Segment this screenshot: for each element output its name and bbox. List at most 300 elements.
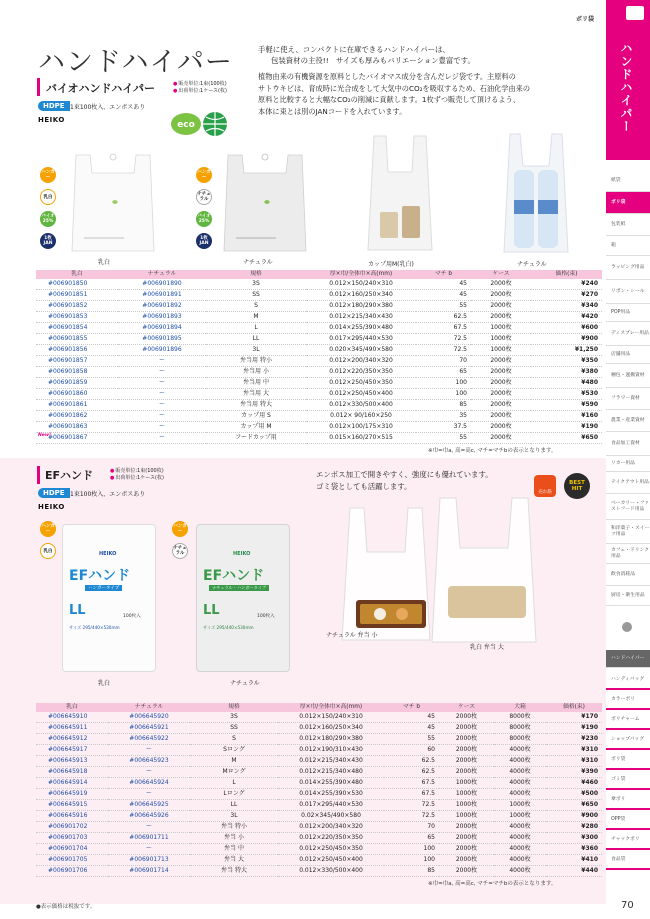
table-cell: 0.012×150/240×310 <box>278 712 384 723</box>
table-cell: 0.012×220/350×350 <box>278 833 384 844</box>
table-cell: ¥650 <box>531 433 602 444</box>
table-cell: #006901863 <box>36 422 118 433</box>
section-marker <box>37 78 40 96</box>
table-cell: 45 <box>384 723 439 734</box>
table-row <box>36 822 602 833</box>
table-cell: 4000枚 <box>494 778 546 789</box>
table-row <box>36 734 602 745</box>
milky-badge: 乳白 <box>40 189 56 205</box>
table-cell: L <box>190 778 278 789</box>
table-cell: 1000枚 <box>439 800 494 811</box>
table-cell: 0.012×250/450×400 <box>306 389 416 400</box>
table-cell: ー <box>108 789 190 800</box>
column-header: マチ b <box>416 270 471 279</box>
best-hit-ribbon <box>564 473 590 499</box>
table-cell: 2000枚 <box>439 745 494 756</box>
sidebar-item[interactable]: 厨房・衛生用品 <box>606 586 650 606</box>
table-cell: 0.014×255/390×530 <box>278 789 384 800</box>
hanger-badge: ハンガー <box>40 521 56 537</box>
bio-description <box>258 71 530 117</box>
bag-size: サイズ 295/440×530mm <box>69 625 120 630</box>
sidebar-item[interactable]: ラッピング用品 <box>606 256 650 280</box>
table-row <box>36 778 602 789</box>
table-cell: 37.5 <box>416 422 471 433</box>
table-cell: ー <box>118 400 206 411</box>
table-cell: 0.012×180/290×380 <box>278 734 384 745</box>
sidebar-item[interactable]: 梱包・運搬資材 <box>606 364 650 388</box>
sidebar-sub-item[interactable]: ハンドハイパー <box>606 650 650 668</box>
table-row <box>36 723 602 734</box>
table-cell: 4000枚 <box>494 767 546 778</box>
desc-line: 植物由来の有機資源を原料としたバイオマス成分を含んだレジ袋です。主原料の <box>258 72 516 81</box>
table-cell: #006645914 <box>36 778 108 789</box>
table-cell: 弁当用 大 <box>206 389 306 400</box>
column-header: 価格(束) <box>531 270 602 279</box>
bag-count: 100枚入 <box>257 614 275 619</box>
table-cell: #006645920 <box>108 712 190 723</box>
table-row <box>36 290 602 301</box>
table-cell: ¥650 <box>546 800 602 811</box>
ribbon-label: 売れ筋 <box>538 490 552 495</box>
table-cell: 55 <box>416 433 471 444</box>
bag-size-label: LL <box>203 603 220 618</box>
table-cell: 1000枚 <box>471 345 531 356</box>
sidebar-item[interactable]: 箱 <box>606 236 650 256</box>
bag-count: 100枚入 <box>123 614 141 619</box>
table-cell: 0.012×250/450×400 <box>278 855 384 866</box>
table-cell: ¥310 <box>546 756 602 767</box>
bag-name: EFハンド <box>69 568 131 584</box>
table-cell: 弁当 小 <box>190 833 278 844</box>
table-cell: ¥390 <box>546 767 602 778</box>
table-cell: 1000枚 <box>439 789 494 800</box>
table-cell: #006901851 <box>36 290 118 301</box>
table-cell: #006901705 <box>36 855 108 866</box>
table-cell: #006901852 <box>36 301 118 312</box>
table-cell: #006901850 <box>36 279 118 290</box>
table-cell: #006901703 <box>36 833 108 844</box>
sidebar-sub-item[interactable]: 傘ポリ <box>606 792 650 810</box>
material-tag: HDPE <box>38 101 70 111</box>
table-cell: #006901867 <box>36 433 118 444</box>
hanger-badge: ハンガー <box>40 167 56 183</box>
table-cell: 0.017×295/440×530 <box>306 334 416 345</box>
bio-unit-info <box>173 81 227 95</box>
sidebar-sub-item[interactable]: ポリチャーム <box>606 712 650 730</box>
sidebar-sub-item[interactable]: 食品袋 <box>606 852 650 870</box>
caption-natural-bento: ナチュラル 弁当 小 <box>326 632 378 639</box>
table-cell: ¥410 <box>546 855 602 866</box>
table-cell: #006901861 <box>36 400 118 411</box>
bio-badge: バイオ25% <box>40 211 56 227</box>
table-cell: 1000枚 <box>494 800 546 811</box>
table-cell: 8000枚 <box>494 712 546 723</box>
table-cell: #006901714 <box>108 866 190 877</box>
table-cell: 0.015×160/270×515 <box>306 433 416 444</box>
bottle-bag-photo <box>496 130 576 258</box>
table-row <box>36 422 602 433</box>
table-cell: ¥350 <box>531 356 602 367</box>
section-marker <box>37 466 40 484</box>
sidebar-item[interactable]: リボン・シール <box>606 280 650 304</box>
table-cell: ¥500 <box>546 789 602 800</box>
table-row <box>36 767 602 778</box>
table-cell: 0.014×255/390×480 <box>278 778 384 789</box>
table-cell: #006901855 <box>36 334 118 345</box>
sidebar-item[interactable]: 紙袋 <box>606 170 650 192</box>
table-cell: ¥310 <box>546 745 602 756</box>
table-cell: 1000枚 <box>471 334 531 345</box>
sidebar-sub-item[interactable]: ゴミ袋 <box>606 772 650 790</box>
table-cell: 0.012×220/350×350 <box>306 367 416 378</box>
table-cell: Lロング <box>190 789 278 800</box>
bio-spec-table <box>36 270 602 444</box>
table-cell: 4000枚 <box>494 789 546 800</box>
table-cell: ¥440 <box>546 866 602 877</box>
page-title: ハンドハイパー <box>38 47 233 78</box>
table-row <box>36 411 602 422</box>
table-cell: ¥190 <box>531 422 602 433</box>
unit-sale: ● 販売単位:1束(100枚) <box>110 468 164 474</box>
sidebar-item[interactable]: ディスプレー用品 <box>606 322 650 346</box>
table-cell: ¥230 <box>546 734 602 745</box>
table-cell: 0.014×255/390×480 <box>306 323 416 334</box>
table-cell: 0.012×215/340×430 <box>306 312 416 323</box>
maker-logo: HEIKO <box>38 116 65 124</box>
hanger-badge: ハンガー <box>196 167 212 183</box>
table-cell: 70 <box>384 822 439 833</box>
table-cell: 4000枚 <box>494 844 546 855</box>
jan-badge: 1枚JAN <box>196 233 212 249</box>
table-cell: #006901856 <box>36 345 118 356</box>
table-cell: 3L <box>190 811 278 822</box>
table-cell: #006901894 <box>118 323 206 334</box>
category-label: ポリ袋 <box>576 16 595 23</box>
sidebar-item[interactable]: ベーカリー・ファストフード用品 <box>606 494 650 520</box>
table-cell: 弁当 特大 <box>190 866 278 877</box>
table-row <box>36 433 602 444</box>
table-cell: ー <box>118 367 206 378</box>
unit-ship: ● 出荷単位:1ケース(枚) <box>110 475 164 481</box>
natural-badge: ナチュラル <box>196 189 212 205</box>
table-cell: 67.5 <box>416 323 471 334</box>
table-cell: 0.012×330/500×400 <box>306 400 416 411</box>
table-row <box>36 844 602 855</box>
milky-badge: 乳白 <box>40 543 56 559</box>
table-cell: #006645924 <box>108 778 190 789</box>
table-cell: 0.012×160/250×340 <box>278 723 384 734</box>
table-cell: 0.012×190/310×430 <box>278 745 384 756</box>
table-cell: 2000枚 <box>471 290 531 301</box>
sidebar-sub-item[interactable]: チャックポリ <box>606 832 650 850</box>
table-cell: #006901890 <box>118 279 206 290</box>
table-cell: ¥480 <box>531 378 602 389</box>
ef-natural-bag-image <box>196 524 290 672</box>
table-row <box>36 800 602 811</box>
bag-size: サイズ 295/440×530mm <box>203 625 254 630</box>
table-cell: 4000枚 <box>494 745 546 756</box>
table-cell: 0.012×215/340×480 <box>278 767 384 778</box>
sidebar-item[interactable]: フラワー資材 <box>606 388 650 410</box>
desc-line: エンボス加工で開きやすく、強度にも優れています。 <box>316 470 493 479</box>
table-cell: ー <box>118 389 206 400</box>
table-cell: 1000枚 <box>439 778 494 789</box>
table-cell: 2000枚 <box>471 356 531 367</box>
table-cell: ¥170 <box>546 712 602 723</box>
table-cell: 67.5 <box>384 778 439 789</box>
table-cell: ¥270 <box>531 290 602 301</box>
table-row <box>36 301 602 312</box>
table-cell: LL <box>190 800 278 811</box>
bag-brand: HEIKO <box>233 551 251 557</box>
sidebar-item[interactable]: リカー用品 <box>606 456 650 472</box>
sidebar-item[interactable]: カフェ・ドリンク用品 <box>606 544 650 564</box>
table-cell: #006645910 <box>36 712 108 723</box>
column-header: 大箱 <box>494 703 546 712</box>
table-cell: 45 <box>416 290 471 301</box>
table-cell: 85 <box>416 400 471 411</box>
table-cell: 1000枚 <box>439 811 494 822</box>
table-row <box>36 279 602 290</box>
table-cell: 2000枚 <box>471 312 531 323</box>
column-header: ケース <box>439 703 494 712</box>
table-cell: ¥300 <box>546 833 602 844</box>
material-tag: HDPE <box>38 488 70 498</box>
sidebar-item[interactable]: テイクアウト用品 <box>606 472 650 494</box>
table-cell: Mロング <box>190 767 278 778</box>
table-cell: 8000枚 <box>494 723 546 734</box>
table-row <box>36 811 602 822</box>
table-cell: 0.012×160/250×340 <box>306 290 416 301</box>
table-cell: 2000枚 <box>471 367 531 378</box>
unit-sale: ● 販売単位:1束(100枚) <box>173 81 227 87</box>
column-header: 乳白 <box>36 270 118 279</box>
table-cell: 0.012× 90/160×250 <box>306 411 416 422</box>
table-row <box>36 756 602 767</box>
table-cell: 72.5 <box>416 345 471 356</box>
table-cell: #006901896 <box>118 345 206 356</box>
table-row <box>36 400 602 411</box>
table-cell: 0.017×295/440×530 <box>278 800 384 811</box>
table-cell: 100 <box>384 844 439 855</box>
table-cell: 2000枚 <box>471 279 531 290</box>
table-cell: 1000枚 <box>494 811 546 822</box>
table-cell: ¥900 <box>546 811 602 822</box>
table-cell: #006901859 <box>36 378 118 389</box>
table-cell: 3S <box>190 712 278 723</box>
table-cell: #006901702 <box>36 822 108 833</box>
table-cell: 4000枚 <box>494 855 546 866</box>
bag-type: ナチュラル・ハンガータイプ <box>209 585 269 591</box>
natural-badge: ナチュラル <box>172 543 188 559</box>
desc-line: 本体に束とは別のJANコードを入れています。 <box>258 106 407 116</box>
table-cell: 弁当 大 <box>190 855 278 866</box>
table-cell: ¥590 <box>531 400 602 411</box>
desc-line: サトウキビは、育成時に光合成をして大気中のCO₂を吸収するため、石油化学由来の <box>258 83 531 93</box>
table-cell: ¥600 <box>531 323 602 334</box>
table-cell: 0.012×150/240×310 <box>306 279 416 290</box>
intro-text <box>258 44 475 66</box>
table-cell: 0.012×180/290×380 <box>306 301 416 312</box>
table-cell: #006645911 <box>36 723 108 734</box>
caption-natural: ナチュラル <box>230 680 260 687</box>
table-cell: #006645921 <box>108 723 190 734</box>
table-cell: 55 <box>384 734 439 745</box>
table-cell: カップ用 M <box>206 422 306 433</box>
intro-line: 包装資材の主役!! サイズも厚みもバリエーション豊富です。 <box>271 56 475 65</box>
table-cell: 0.012×250/450×350 <box>278 844 384 855</box>
table-cell: #006901891 <box>118 290 206 301</box>
sidebar-item[interactable]: 包装紙 <box>606 214 650 236</box>
table-cell: 8000枚 <box>494 734 546 745</box>
table-row <box>36 745 602 756</box>
table-cell: 2000枚 <box>439 866 494 877</box>
ef-section-title: EFハンド <box>45 469 94 482</box>
svg-text:eco: eco <box>177 120 195 130</box>
table-cell: ¥340 <box>531 301 602 312</box>
bio-table-note: ※巾=巾a, 高=高c, マチ=マチbの表示となります。 <box>428 448 557 454</box>
sidebar-sub-item[interactable]: ポリ袋 <box>606 752 650 770</box>
ef-bento-photo <box>330 492 540 652</box>
table-cell: L <box>206 323 306 334</box>
table-cell: S <box>206 301 306 312</box>
caption-milky: 乳白 <box>98 680 111 687</box>
caption-milky: 乳白 <box>98 259 111 266</box>
sidebar-item[interactable]: 和洋菓子・スイーツ用品 <box>606 520 650 544</box>
table-cell: カップ用 S <box>206 411 306 422</box>
table-row <box>36 323 602 334</box>
sidebar-item[interactable]: 店舗用品 <box>606 346 650 364</box>
table-cell: ー <box>118 356 206 367</box>
table-cell: #006901706 <box>36 866 108 877</box>
table-cell: ¥380 <box>531 367 602 378</box>
table-cell: 100 <box>416 389 471 400</box>
table-cell: #006901854 <box>36 323 118 334</box>
table-cell: #006645913 <box>36 756 108 767</box>
table-row <box>36 789 602 800</box>
table-cell: ¥1,250 <box>531 345 602 356</box>
table-row <box>36 378 602 389</box>
table-cell: #006645919 <box>36 789 108 800</box>
table-cell: #006645923 <box>108 756 190 767</box>
table-cell: ー <box>108 844 190 855</box>
table-cell: 0.012×200/340×320 <box>278 822 384 833</box>
sidebar-item[interactable]: 農業・産業資材 <box>606 410 650 432</box>
sidebar-item[interactable]: 飲食消耗品 <box>606 564 650 586</box>
sidebar-sub-item[interactable]: OPP袋 <box>606 812 650 830</box>
table-cell: 3S <box>206 279 306 290</box>
table-cell: 1000枚 <box>471 323 531 334</box>
table-cell: 2000枚 <box>439 822 494 833</box>
table-cell: ¥530 <box>531 389 602 400</box>
table-cell: 2000枚 <box>471 411 531 422</box>
table-cell: 4000枚 <box>494 866 546 877</box>
caption-cup: カップ用M(乳白) <box>368 261 414 268</box>
column-header: 価格(束) <box>546 703 602 712</box>
sidebar-header <box>606 0 650 160</box>
new-flag: New! <box>38 433 52 438</box>
bio-natural-bag-image <box>220 145 310 255</box>
table-cell: 70 <box>416 356 471 367</box>
table-cell: 0.02×345/490×580 <box>278 811 384 822</box>
desc-line: ゴミ袋としても活躍します。 <box>316 481 412 491</box>
table-cell: 65 <box>416 367 471 378</box>
sidebar-sub-item[interactable]: カラーポリ <box>606 692 650 710</box>
table-cell: 2000枚 <box>471 400 531 411</box>
table-cell: 4000枚 <box>494 822 546 833</box>
table-cell: 弁当用 小 <box>206 367 306 378</box>
table-cell: ¥420 <box>531 312 602 323</box>
table-cell: ¥240 <box>531 279 602 290</box>
table-cell: 2000枚 <box>471 301 531 312</box>
table-cell: 0.012×250/450×350 <box>306 378 416 389</box>
table-cell: #006645917 <box>36 745 108 756</box>
table-cell: 3L <box>206 345 306 356</box>
table-cell: LL <box>206 334 306 345</box>
table-cell: #006901857 <box>36 356 118 367</box>
material-note: 1束100枚入、エンボスあり <box>70 491 146 498</box>
sidebar-item[interactable]: POP用品 <box>606 304 650 322</box>
table-cell: 2000枚 <box>471 378 531 389</box>
sidebar-item[interactable]: 食品加工資材 <box>606 432 650 456</box>
bag-brand: HEIKO <box>99 551 117 557</box>
table-cell: 4000枚 <box>494 833 546 844</box>
settings-circle-icon <box>622 622 632 632</box>
table-cell: 弁当 中 <box>190 844 278 855</box>
sidebar-sub-item[interactable]: ショップバッグ <box>606 732 650 750</box>
table-cell: 4000枚 <box>494 756 546 767</box>
table-cell: SS <box>206 290 306 301</box>
table-cell: 弁当用 特大 <box>206 400 306 411</box>
table-cell: ー <box>118 411 206 422</box>
table-cell: M <box>206 312 306 323</box>
table-cell: M <box>190 756 278 767</box>
column-header: ナチュラル <box>118 270 206 279</box>
column-header: 規格 <box>206 270 306 279</box>
column-header: ナチュラル <box>108 703 190 712</box>
material-note: 1束100枚入、エンボスあり <box>70 104 146 111</box>
table-cell: #006901895 <box>118 334 206 345</box>
table-cell: 0.020×345/490×580 <box>306 345 416 356</box>
table-cell: 2000枚 <box>471 389 531 400</box>
bag-name: EFハンド <box>203 568 265 584</box>
table-cell: ー <box>108 822 190 833</box>
table-cell: #006901858 <box>36 367 118 378</box>
table-cell: #006645922 <box>108 734 190 745</box>
table-cell: 2000枚 <box>439 833 494 844</box>
table-cell: #006645915 <box>36 800 108 811</box>
cup-bag-photo <box>360 132 440 256</box>
table-cell: 2000枚 <box>439 723 494 734</box>
table-row <box>36 833 602 844</box>
table-row <box>36 712 602 723</box>
table-cell: 0.012×200/340×320 <box>306 356 416 367</box>
table-cell: フードカップ用 <box>206 433 306 444</box>
sidebar-sub-item[interactable]: ハンディバッグ <box>606 672 650 690</box>
table-cell: 72.5 <box>384 811 439 822</box>
table-row <box>36 866 602 877</box>
table-cell: 2000枚 <box>471 433 531 444</box>
table-cell: 2000枚 <box>439 734 494 745</box>
column-header: 規格 <box>190 703 278 712</box>
ef-table-note: ※巾=巾a, 高=高c, マチ=マチbの表示となります。 <box>428 881 557 887</box>
table-cell: 100 <box>384 855 439 866</box>
sidebar-item[interactable]: ポリ袋 <box>606 192 650 214</box>
table-cell: #006901853 <box>36 312 118 323</box>
table-cell: ー <box>118 433 206 444</box>
table-cell: ¥190 <box>546 723 602 734</box>
table-cell: #006901893 <box>118 312 206 323</box>
